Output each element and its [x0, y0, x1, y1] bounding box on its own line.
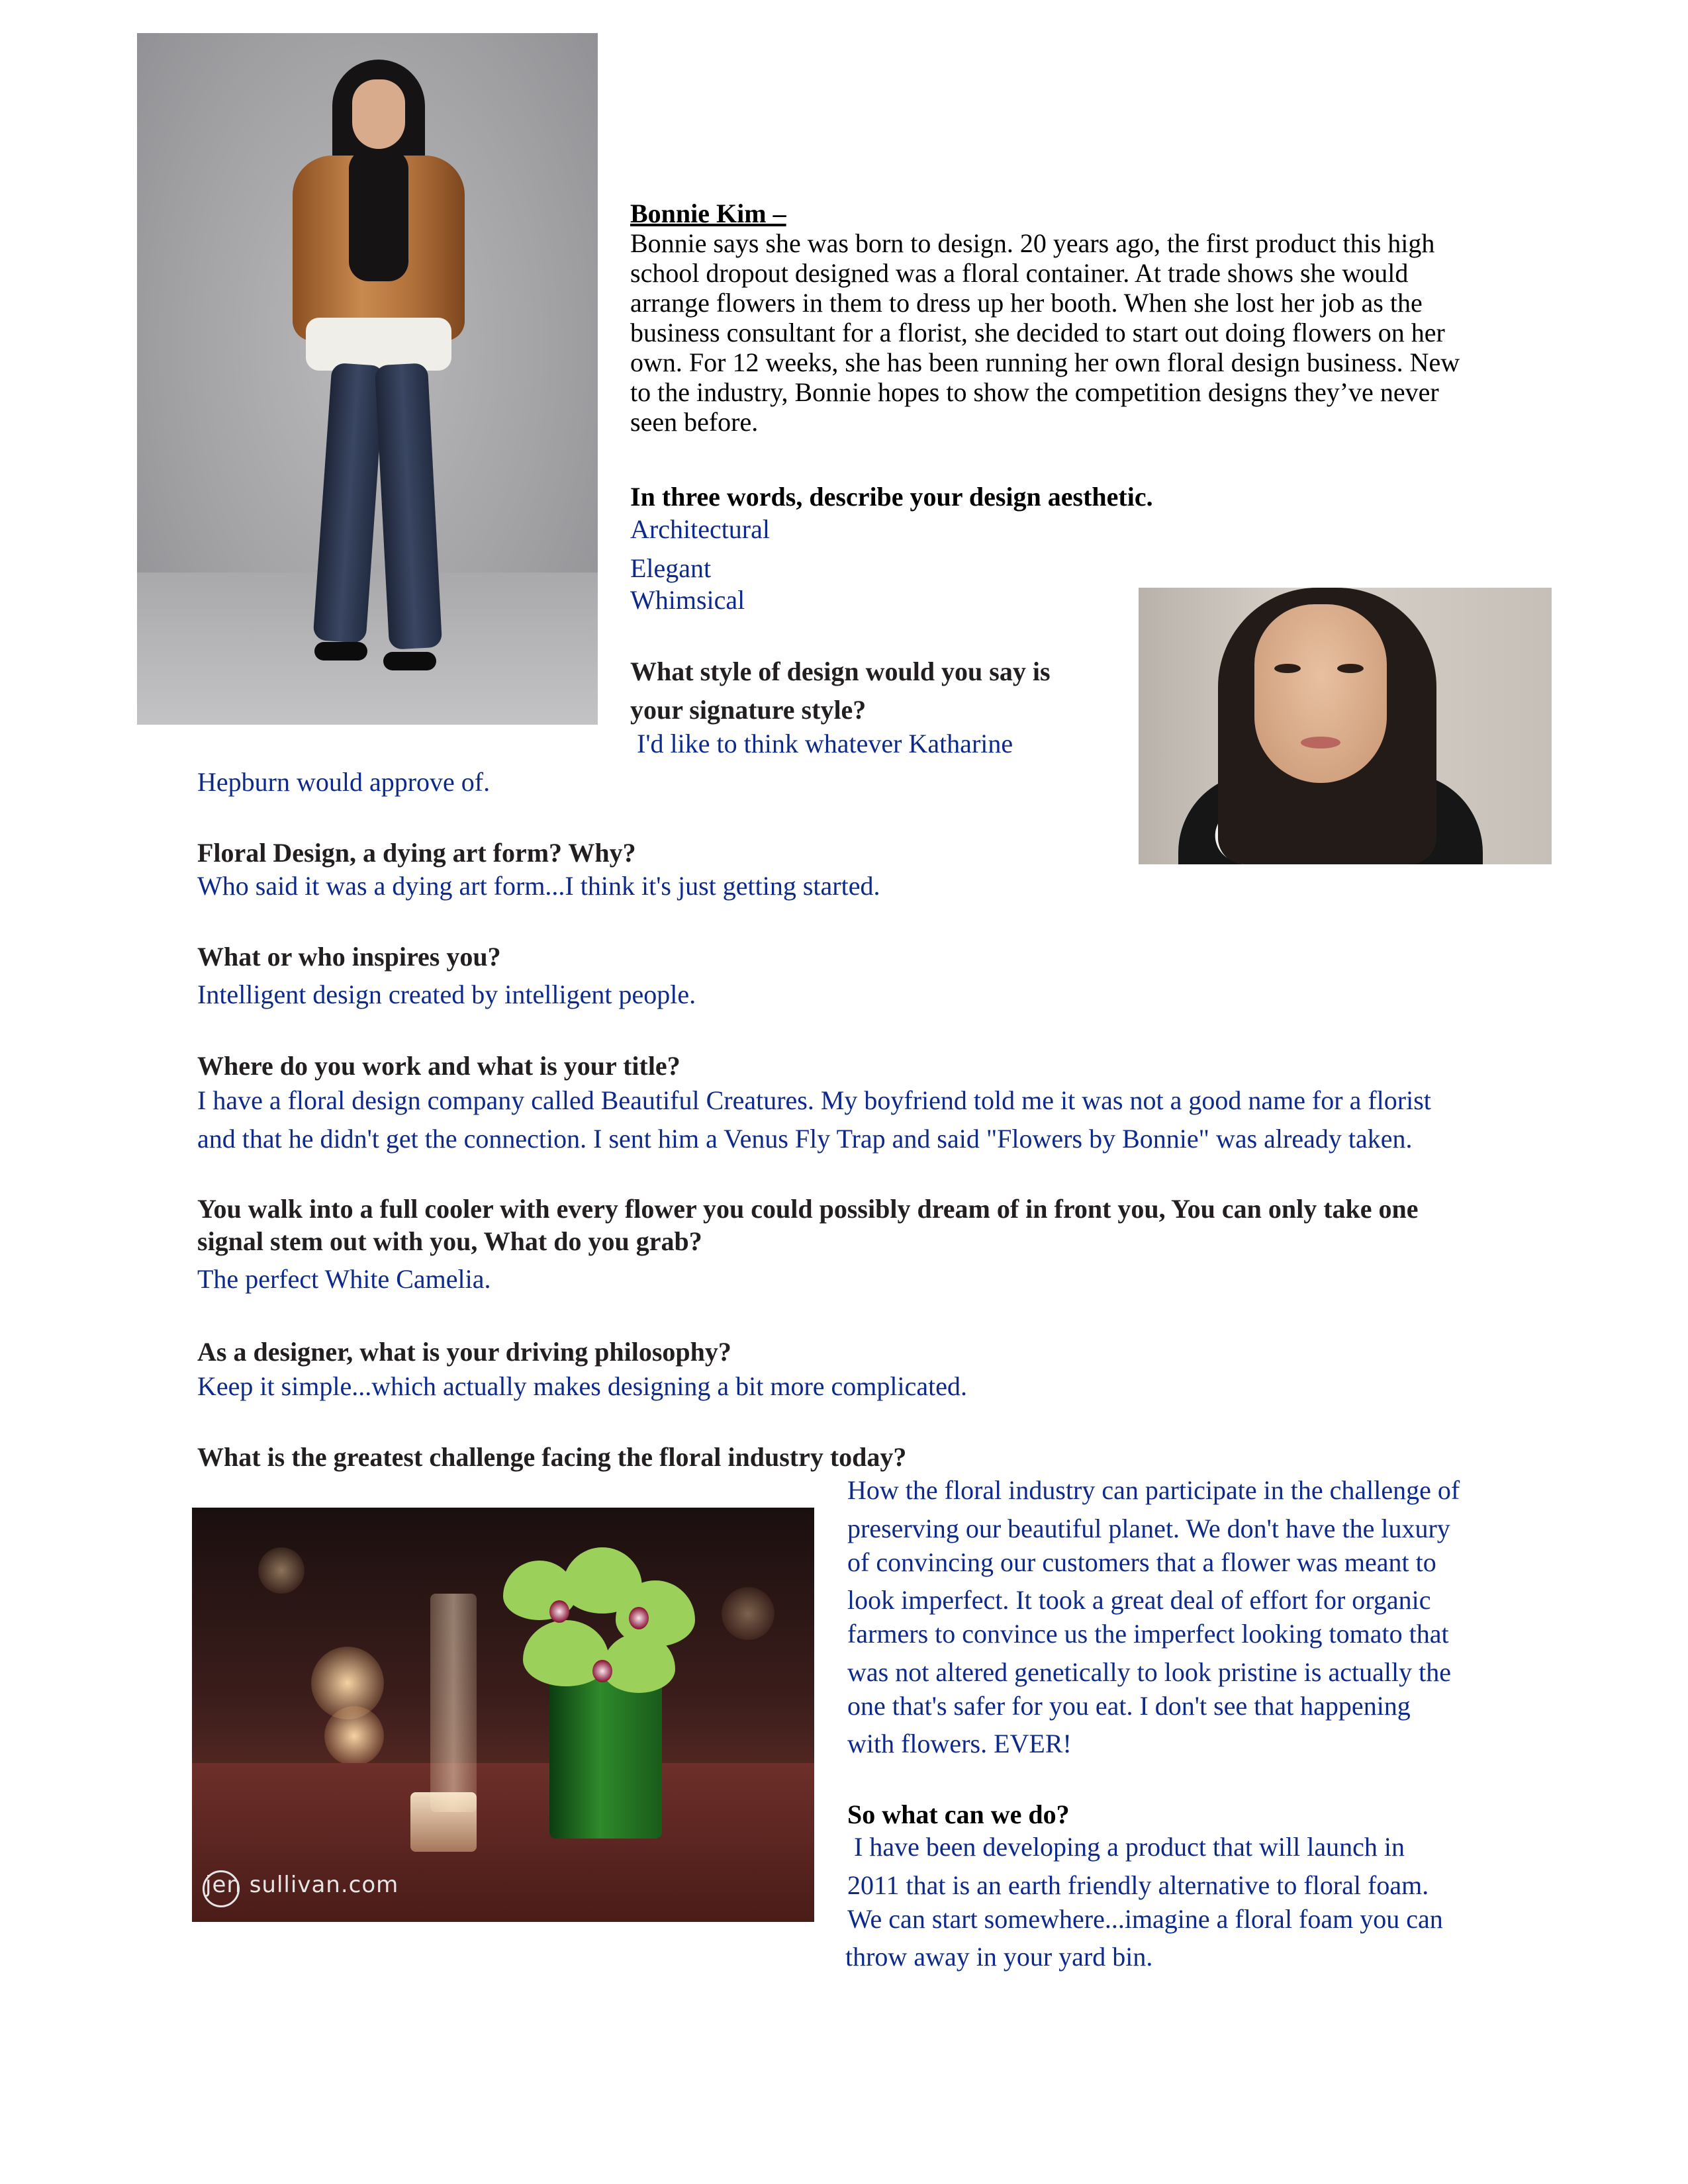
challenge-answer-line: How the floral industry can participate in the challenge of — [847, 1475, 1460, 1505]
photo-watermark: jen sullivan.com — [205, 1872, 399, 1898]
philosophy-answer: Keep it simple...which actually makes designing a bit more complicated. — [197, 1371, 968, 1401]
challenge-answer-line: farmers to convince us the imperfect looking tomato that — [847, 1619, 1449, 1649]
dying-art-question: Floral Design, a dying art form? Why? — [197, 838, 636, 868]
portrait-full-body-photo — [137, 33, 598, 725]
portrait-headshot-photo — [1139, 588, 1552, 864]
aesthetic-word-2: Elegant — [630, 553, 712, 583]
cooler-question-line-2: signal stem out with you, What do you grab? — [197, 1226, 702, 1256]
what-can-we-do-question: So what can we do? — [847, 1799, 1070, 1829]
challenge-question: What is the greatest challenge facing the floral industry today? — [197, 1442, 907, 1472]
what-can-we-do-answer-line: throw away in your yard bin. — [845, 1942, 1153, 1972]
cooler-question-line-1: You walk into a full cooler with every flower you could possibly dream of in front you, You can only take one — [197, 1194, 1419, 1224]
cooler-answer: The perfect White Camelia. — [197, 1264, 491, 1294]
what-can-we-do-answer-line: We can start somewhere...imagine a floral foam you can — [847, 1904, 1443, 1934]
signature-question-line-2: your signature style? — [630, 695, 867, 725]
challenge-answer-line: one that's safer for you eat. I don't see that happening — [847, 1691, 1411, 1721]
what-can-we-do-answer-line: 2011 that is an earth friendly alternative to floral foam. — [847, 1870, 1429, 1900]
profile-name: Bonnie Kim – — [630, 199, 786, 228]
philosophy-question: As a designer, what is your driving philosophy? — [197, 1337, 731, 1367]
aesthetic-word-3: Whimsical — [630, 585, 745, 615]
challenge-answer-line: of convincing our customers that a flower was meant to — [847, 1547, 1436, 1577]
challenge-answer-line: was not altered genetically to look pristine is actually the — [847, 1657, 1451, 1687]
work-answer-line-2: and that he didn't get the connection. I sent him a Venus Fly Trap and said "Flowers by Bonnie" was already taken. — [197, 1124, 1413, 1154]
signature-question-line-1: What style of design would you say is — [630, 657, 1051, 686]
dying-art-answer: Who said it was a dying art form...I think it's just getting started. — [197, 871, 880, 901]
what-can-we-do-answer-line: I have been developing a product that will launch in — [847, 1832, 1405, 1862]
inspires-question: What or who inspires you? — [197, 942, 501, 972]
work-answer-line-1: I have a floral design company called Beautiful Creatures. My boyfriend told me it was not a good name for a florist — [197, 1085, 1431, 1115]
aesthetic-question: In three words, describe your design aesthetic. — [630, 482, 1153, 512]
challenge-answer-line: look imperfect. It took a great deal of effort for organic — [847, 1585, 1431, 1615]
bio-block — [630, 199, 1484, 437]
signature-answer-line-1: I'd like to think whatever Katharine — [630, 729, 1013, 758]
signature-answer-line-2: Hepburn would approve of. — [197, 767, 491, 797]
inspires-answer: Intelligent design created by intelligent people. — [197, 979, 696, 1009]
challenge-answer-line: with flowers. EVER! — [847, 1729, 1072, 1758]
work-question: Where do you work and what is your title? — [197, 1051, 680, 1081]
challenge-answer-line: preserving our beautiful planet. We don't have the luxury — [847, 1514, 1450, 1543]
floral-arrangement-photo — [192, 1508, 814, 1922]
profile-bio: Bonnie says she was born to design. 20 years ago, the first product this high school dropout designed was a floral container. At trade shows she would arrange flowers in them to dress up her booth. When she lost her job as the business consultant for a florist, she decided to start out doing flowers on her own. For 12 weeks, she has been running her own floral design business. New to the industry, Bonnie hopes to show the competition designs they’ve never seen before. — [630, 228, 1460, 437]
aesthetic-word-1: Architectural — [630, 514, 770, 544]
